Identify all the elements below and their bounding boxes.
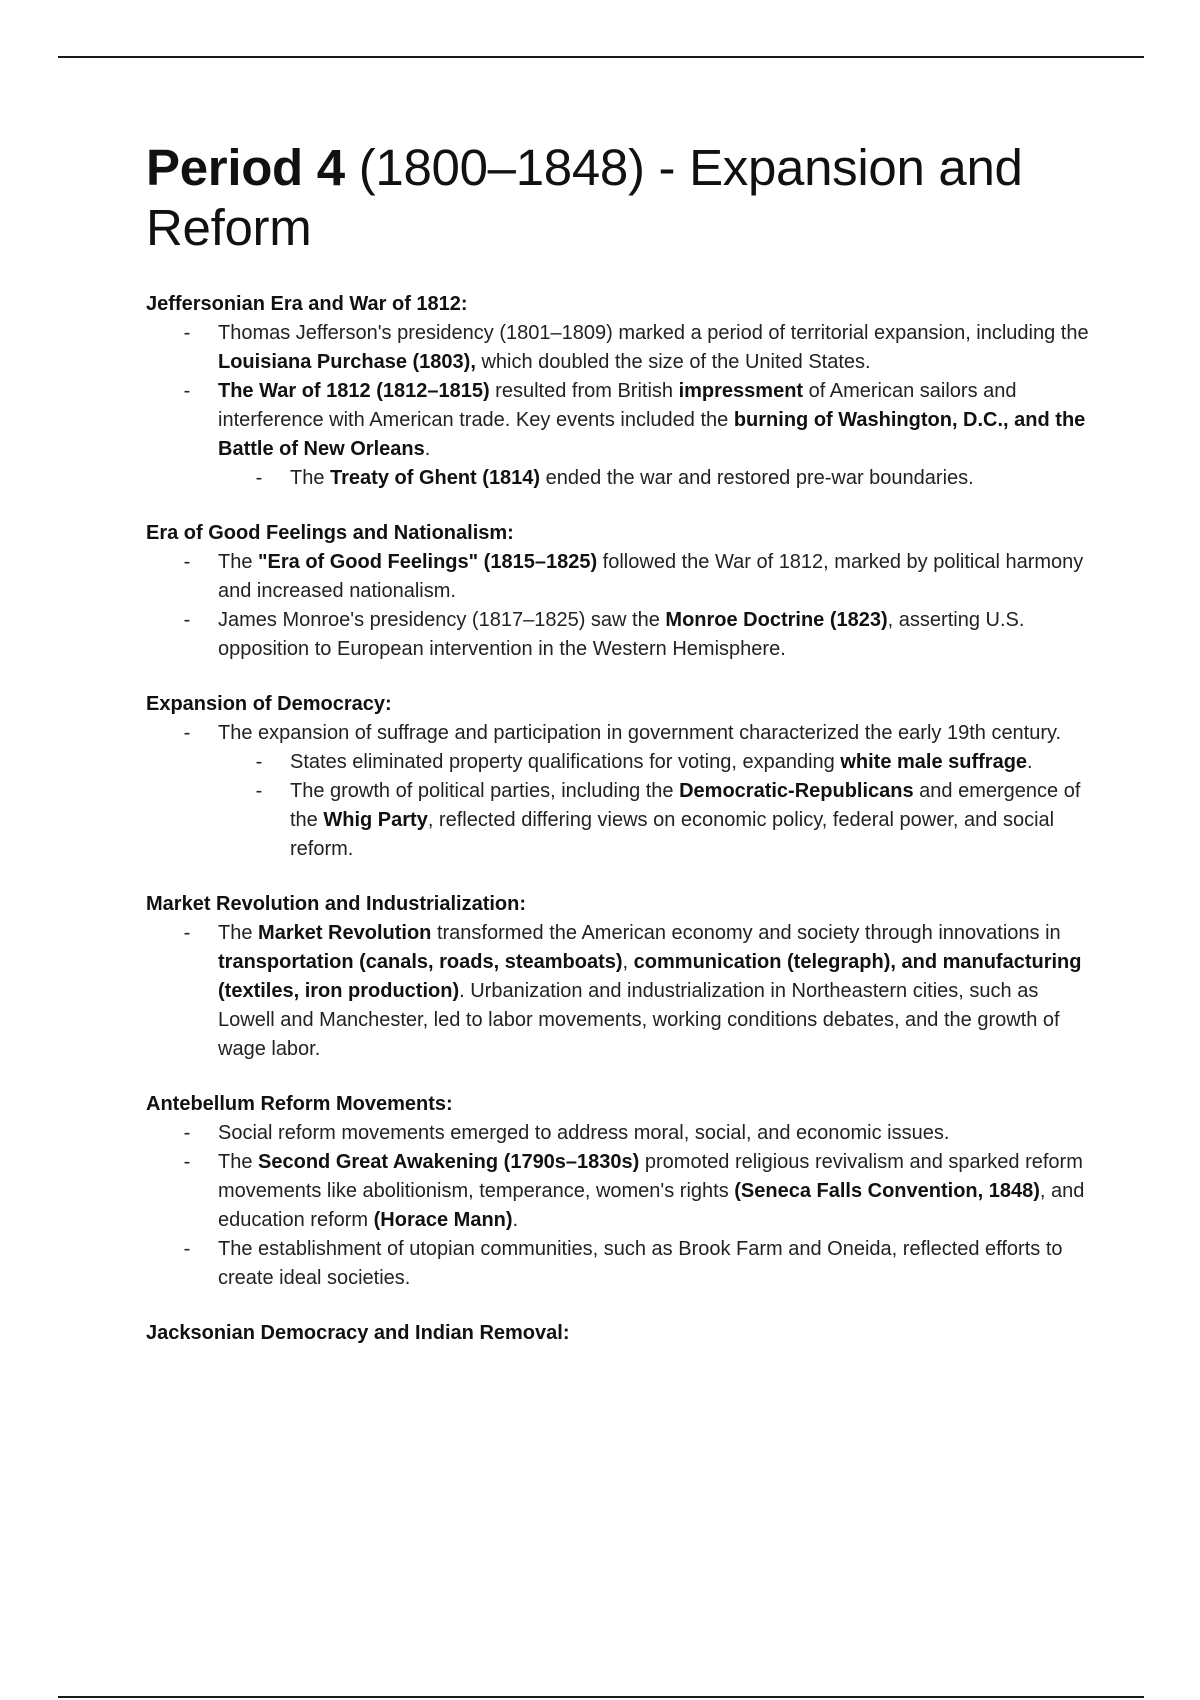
text-run: James Monroe's presidency (1817–1825) saw the (218, 609, 666, 631)
list-item (146, 377, 1096, 464)
top-divider (58, 56, 1144, 58)
list-item (146, 548, 1096, 606)
bold-text: Democratic-Republicans (679, 780, 914, 802)
text-run: The (218, 551, 259, 573)
text-run: , asserting U.S. opposition to European intervention in the Western Hemisphere. (218, 609, 1025, 660)
list-item (146, 1148, 1096, 1235)
bullet-list (146, 319, 1096, 493)
text-run: followed the War of 1812, marked by political harmony and increased nationalism. (218, 551, 1084, 602)
bullet-dash: - (255, 780, 263, 802)
text-run: Social reform movements emerged to address moral, social, and economic issues. (218, 1122, 950, 1144)
text-run: The expansion of suffrage and participation in government characterized the early 19th century. (218, 722, 1062, 744)
bullet-dash: - (183, 1151, 191, 1173)
text-run: . Urbanization and industrialization in Northeastern cities, such as Lowell and Manchester, led to labor movements, working conditions debates, and the growth of wage labor. (218, 980, 1060, 1060)
bold-text: "Era of Good Feelings" (1815–1825) (258, 551, 598, 573)
sub-list-item (146, 748, 1096, 777)
text-run: transformed the American economy and society through innovations in (431, 922, 1061, 944)
sub-list-item (146, 777, 1096, 864)
page-title-rest: (1800–1848) - Expansion and Reform (146, 139, 1023, 256)
bold-text: impressment (678, 380, 804, 402)
bullet-dash: - (183, 551, 191, 573)
section-heading: Antebellum Reform Movements: (146, 1093, 453, 1115)
text-run: , and education reform (218, 1180, 1085, 1231)
section-heading: Era of Good Feelings and Nationalism: (146, 522, 514, 544)
text-run: and emergence of the (290, 780, 1081, 831)
text-run: . (424, 438, 431, 460)
bold-text: The War of 1812 (1812–1815) (218, 380, 490, 402)
bold-text: white male suffrage (840, 751, 1028, 773)
list-item (146, 319, 1096, 377)
bullet-list (146, 719, 1096, 864)
document-body (146, 138, 1096, 1348)
sub-list-item (146, 464, 1096, 493)
section (146, 1319, 1096, 1348)
list-item (146, 719, 1096, 748)
text-run: The (218, 922, 259, 944)
bullet-dash: - (183, 609, 191, 631)
bullet-list (146, 919, 1096, 1064)
section-heading: Expansion of Democracy: (146, 693, 392, 715)
bold-text: Monroe Doctrine (1823) (665, 609, 888, 631)
bullet-dash: - (255, 751, 263, 773)
text-run: promoted religious revivalism and sparked reform movements like abolitionism, temperance, women's rights (218, 1151, 1083, 1202)
text-run: , reflected differing views on economic policy, federal power, and social reform. (290, 809, 1055, 860)
section (146, 290, 1096, 493)
bold-text: transportation (canals, roads, steamboats) (218, 951, 623, 973)
section-heading: Jeffersonian Era and War of 1812: (146, 293, 468, 315)
bold-text: Second Great Awakening (1790s–1830s) (258, 1151, 640, 1173)
list-item (146, 1235, 1096, 1293)
bullet-dash: - (183, 722, 191, 744)
section-heading: Market Revolution and Industrialization: (146, 893, 527, 915)
bullet-dash: - (255, 467, 263, 489)
text-run: of American sailors and interference with American trade. Key events included the (218, 380, 1017, 431)
text-run: The (218, 1151, 259, 1173)
bold-text: Treaty of Ghent (1814) (330, 467, 541, 489)
section (146, 890, 1096, 1064)
text-run: Thomas Jefferson's presidency (1801–1809) marked a period of territorial expansion, including the (218, 322, 1089, 344)
bullet-list (146, 548, 1096, 664)
text-run: States eliminated property qualifications for voting, expanding (290, 751, 841, 773)
text-run: The establishment of utopian communities, such as Brook Farm and Oneida, reflected efforts to create ideal societies. (218, 1238, 1063, 1289)
section (146, 1090, 1096, 1293)
bold-text: (Seneca Falls Convention, 1848) (734, 1180, 1040, 1202)
list-item (146, 919, 1096, 1064)
list-item (146, 1119, 1096, 1148)
bold-text: (Horace Mann) (373, 1209, 513, 1231)
text-run: which doubled the size of the United States. (475, 351, 871, 373)
bottom-divider (58, 1696, 1144, 1698)
bullet-dash: - (183, 1238, 191, 1260)
text-run: resulted from British (489, 380, 679, 402)
text-run: The growth of political parties, including the (290, 780, 680, 802)
bullet-dash: - (183, 322, 191, 344)
page-title (146, 138, 1096, 258)
text-run: , (622, 951, 634, 973)
section (146, 690, 1096, 864)
text-run: . (512, 1209, 519, 1231)
bullet-list (146, 1119, 1096, 1293)
text-run: . (1027, 751, 1033, 773)
bold-text: Louisiana Purchase (1803), (218, 351, 476, 373)
bold-text: Whig Party (323, 809, 428, 831)
text-run: The (290, 467, 331, 489)
section-heading: Jacksonian Democracy and Indian Removal: (146, 1322, 570, 1344)
page-title-bold: Period 4 (146, 139, 345, 196)
text-run: ended the war and restored pre-war boundaries. (540, 467, 974, 489)
bullet-dash: - (183, 380, 191, 402)
list-item (146, 606, 1096, 664)
bold-text: Market Revolution (258, 922, 432, 944)
bullet-dash: - (183, 922, 191, 944)
sections-container (146, 290, 1096, 1348)
bullet-dash: - (183, 1122, 191, 1144)
bold-text: burning of Washington, D.C., and the Battle of New Orleans (218, 409, 1086, 460)
section (146, 519, 1096, 664)
bold-text: communication (telegraph), and manufacturing (textiles, iron production) (218, 951, 1082, 1002)
